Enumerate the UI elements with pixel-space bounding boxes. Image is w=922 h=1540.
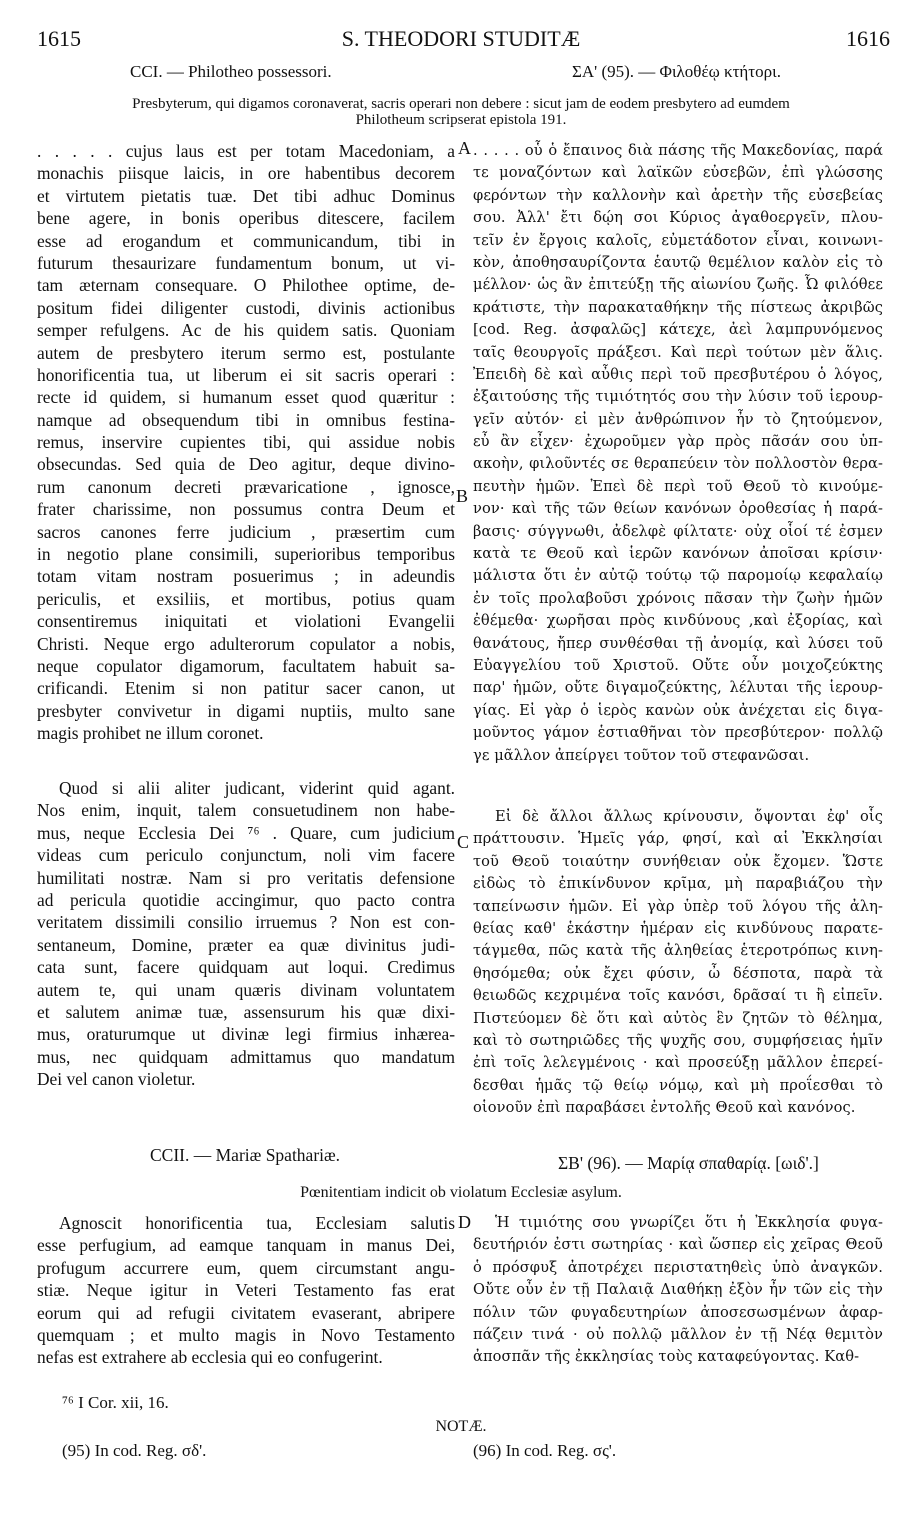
text-line: οἱονοῦν ἐπὶ παραβάσει ἐντολῆς Θεοῦ καὶ κανόνος. <box>473 1099 856 1117</box>
text-line: recte id quidem, si humanum esset quod quæritur : <box>37 387 455 408</box>
text-line: μέλλον· ὡς ἂν ἐπιτεύξῃ τῆς αἰωνίου ζωῆς. Ὦ φιλόθεε <box>473 276 883 294</box>
text-line: veritatem dissimili consilio irruemus ? Non est con- <box>37 912 455 933</box>
page-number-right: 1616 <box>846 26 890 51</box>
letter-201-greek-heading: ΣΑ' (95). — Φιλοθέῳ κτήτορι. <box>572 62 781 81</box>
notae-heading: NOTÆ. <box>435 1418 487 1435</box>
text-line: Agnoscit honorificentia tua, Ecclesiam salutis <box>59 1213 455 1233</box>
letter-201-greek-text <box>473 140 883 767</box>
text-line: ἐξαιτούσης τῆς τιμιότητός σου τὴν λύσιν τοῦ ἱερουρ- <box>473 388 883 406</box>
text-line: ὁ πρόσφυξ ἀποτρέχει περιστατηθεὶς ὑπὸ ἀναγκῶν. <box>473 1258 883 1276</box>
text-line: positum fidei diligenter custodi, divinis actionibus <box>37 297 455 318</box>
text-line: esse perfugium, ad eamque tanquam in manus Dei, <box>37 1235 455 1256</box>
text-line: Εὐαγγελίου τοῦ Χριστοῦ. Οὔτε οὖν μοιχοζεύκτης <box>473 656 883 674</box>
text-line: σου. Ἀλλ' ἔτι δῴη σοι Κύριος ἀγαθοεργεῖν, πλου- <box>473 209 883 227</box>
text-line: θησόμεθα; οὐκ ἔχει φύσιν, ὦ δέσποτα, παρὰ τὰ <box>473 964 883 982</box>
text-line: obsecundas. Sed quia de Deo agitur, deque divino- <box>37 454 455 475</box>
text-line: presbyter convivetur in digami nuptiis, multo sane <box>37 700 455 721</box>
text-line: videas cum periculo conjunctum, noli vim facere <box>37 845 455 866</box>
text-line: ακοὴν, φιλοῦντές σε θεραπεύειν τὸν πολλοστὸν θερα- <box>473 455 883 473</box>
text-line: crificandi. Etenim si non patitur sacer canon, ut <box>37 678 455 699</box>
text-line: periculis, et exsiliis, et mortibus, potius quam <box>37 588 455 609</box>
margin-marker-a: A <box>458 138 471 158</box>
text-line: Εἰ δὲ ἄλλοι ἄλλως κρίνουσιν, ὄψονται ἐφ' οἷς <box>495 808 883 825</box>
text-line: remus, inservire cupientes tibi, qui assidue nobis <box>37 432 455 453</box>
text-line: futurum thesaurizare fundamentum bonum, ut vi- <box>37 252 455 273</box>
text-line: profugum accurrere eum, quem circumstant angu- <box>37 1257 455 1278</box>
letter-202-latin-text <box>37 1212 455 1369</box>
text-line: βασις· σύγγνωθι, ἀδελφὲ φίλτατε· οὐχ οἷοί τέ ἐσμεν <box>473 522 883 540</box>
margin-marker-c: C <box>457 832 470 852</box>
text-line: ἐπὶ τοῖς λελεγμένοις · καὶ προσεύξῃ μᾶλλον ἐπερεί- <box>473 1054 883 1072</box>
text-line: totam vitam nostram posuerimus ; in adeundis <box>37 566 455 587</box>
text-line: Πιστεύομεν δὲ ὅτι καὶ αὐτὸς ἓν ζητῶν τὸ θέλημα, <box>473 1009 883 1027</box>
letter-202-greek-text <box>473 1212 883 1369</box>
text-line: ἀποσπᾶν τῆς ἐκκλησίας τοὺς καταφεύγοντας. Καθ- <box>473 1348 860 1366</box>
text-line: κράτιστε, τὴν παρακαταθήκην τῆς πίστεως ἀκριβῶς <box>473 298 883 316</box>
text-line: πάζειν τινά · οὐ πολλῷ μᾶλλον ἐν τῇ Νέᾳ θεμιτὸν <box>473 1325 883 1343</box>
letter-201-greek-text-2 <box>473 806 883 1119</box>
text-line: semper refulgens. Ac de his quidem satis. Quoniam <box>37 320 455 341</box>
text-line: in negotio plane consimili, superioribus temporibus <box>37 544 455 565</box>
text-line: κὸν, ἀποθησαυρίζοντα ἑαυτῷ θεμέλιον καλὸν εἰς τὸ <box>473 253 883 271</box>
text-line: ταῖς θεουργοῖς πράξεσι. Καὶ περὶ τούτων μὲν ἅλις. <box>473 343 883 361</box>
text-line: ad pericula quotidie accingimur, quo pacto contra <box>37 889 455 910</box>
text-line: εἰδὼς τὸ ἐπικίνδυνον κρῖμα, μὴ παραβιάζου τὴν <box>473 875 883 893</box>
text-line: πόλιν τῶν φυγαδευτηρίων ἀποσεσωσμένων ἀφαρ- <box>473 1303 883 1321</box>
text-line: Christi. Neque ergo adulterorum copulator a nobis, <box>37 633 455 654</box>
text-line: Quod si alii aliter judicant, viderint quid agant. <box>59 778 455 798</box>
text-line: frater charissime, non possumus contra Deum et <box>37 499 455 520</box>
text-line: παρ' ἡμῶν, οὔτε διγαμοζεύκτης, λέλυται τῆς ἱερουρ- <box>473 679 883 697</box>
text-line: nefas est extrahere ab ecclesia qui eo confugerint. <box>37 1347 383 1368</box>
summary-line: Philotheum scripserat epistola 191. <box>355 112 567 128</box>
text-line: monachis piisque laicis, in ore habentibus decorem <box>37 163 455 184</box>
text-line: autem de presbytero iterum sermo est, postulante <box>37 342 455 363</box>
letter-201-latin-text <box>37 140 455 745</box>
text-line: δεσθαι ἡμᾶς τῷ θείῳ νόμῳ, καὶ μὴ προΐεσθαι τὸ <box>473 1076 883 1094</box>
text-line: μοῦντος γάμον ἑστιαθῆναι τὸν πρεσβύτερον· πολλῷ <box>473 724 883 742</box>
text-line: γεῖν αὐτόν· εἰ μὲν ἀνθρώπινον ἦν τὸ ζητούμενον, <box>473 410 883 428</box>
text-line: κατὰ τε Θεοῦ καὶ ἱερῶν κανόνων ἀποῖσαι κρίσιν· <box>473 545 883 563</box>
letter-201-latin-heading: CCI. — Philotheo possessori. <box>130 62 332 81</box>
text-line: magis prohibet ne illum coronet. <box>37 723 264 744</box>
summary-line: Presbyterum, qui digamos coronaverat, sacris operari non debere : sicut jam de eodem presbytero ad eumdem <box>132 96 790 112</box>
text-line: cata sunt, facere quidquam aut loqui. Credimus <box>37 957 455 978</box>
text-line: θειωδῶς κεχριμένα τοῖς κανόσι, δρᾶσαί τι ἢ εἰπεῖν. <box>473 987 883 1005</box>
text-line: Οὔτε οὖν ἐν τῇ Παλαιᾷ Διαθήκῃ ἐξὸν ἦν τῶν εἰς τὴν <box>473 1281 883 1299</box>
text-line: et virtutem pietatis tuæ. Det tibi adhuc Dominus <box>37 185 455 206</box>
text-line: Nos enim, inquit, talem consuetudinem non habe- <box>37 800 455 821</box>
margin-marker-b: B <box>456 486 469 506</box>
text-line: θανάτους, ἤπερ συνθέσθαι τῇ ἀνομίᾳ, καὶ λύσει τοῦ <box>473 634 883 652</box>
text-line: . . . . . cujus laus est per totam Macedoniam, a <box>37 141 455 161</box>
text-line: ἐθέμεθα· χωρῆσαι πρὸς κινδύνους ,καὶ ἐξορίας, καὶ <box>473 612 883 630</box>
text-line: Ἡ τιμιότης σου γνωρίζει ὅτι ἡ Ἐκκλησία φυγα- <box>495 1214 883 1231</box>
text-line: δευτήριόν ἐστι σωτηρίας · καὶ ὥσπερ εἰς χεῖρας Θεοῦ <box>473 1236 883 1254</box>
text-line: tam æternam consequare. O Philothee optime, de- <box>37 275 455 296</box>
text-line: [cod. Reg. ἀσφαλῶς] κάτεχε, ἀεὶ λαμπρυνόμενος <box>473 321 883 339</box>
text-line: humilitati nostræ. Nam si pro veritatis defensione <box>37 867 455 888</box>
text-line: καὶ τὸ σωτηριῶδες τῆς ψυχῆς σου, συμφήσειας ἡμῖν <box>473 1031 883 1049</box>
text-line: namque ad obsequendum tibi in omnibus festina- <box>37 409 455 430</box>
letter-201-latin-text-2 <box>37 777 455 1090</box>
letter-202-greek-heading: ΣΒ' (96). — Μαρίᾳ σπαθαρίᾳ. [ωιδ'.] <box>558 1153 819 1173</box>
text-line: mus, neque Ecclesia Dei ⁷⁶ . Quare, cum judicium <box>37 822 455 843</box>
text-line: autem te, qui unam quæris divinam voluntatem <box>37 979 455 1000</box>
footnote: ⁷⁶ I Cor. xii, 16. <box>62 1393 169 1412</box>
text-line: ἐν τοῖς προλαβοῦσι χρόνοις πᾶσαν τὴν ζωὴν ἡμῶν <box>473 589 883 607</box>
text-line: bene agere, in bonis operibus ditescere, facilem <box>37 208 455 229</box>
text-line: τάγμεθα, πῶς κατὰ τῆς ἀληθείας ἑτεροτρόπως κινη- <box>473 942 883 960</box>
text-line: τεῖν ἐν ἔργοις καλοῖς, εὐμετάδοτον εἶναι, κοινωνι- <box>473 231 883 249</box>
text-line: πευτὴν ἡμῶν. Ἐπεὶ δὲ περὶ τοῦ Θεοῦ τὸ κινούμε- <box>473 477 883 495</box>
text-line: φερόντων τὴν καλλονὴν καὶ ἀρετὴν τῆς εὐσεβείας <box>473 186 883 204</box>
text-line: sacros canones ferre judicium , præsertim cum <box>37 521 455 542</box>
text-line: sentaneum, Domine, præter ea quæ divinitus judi- <box>37 934 455 955</box>
text-line: consentiremus iniquitati et violationi Evangelii <box>37 611 455 632</box>
text-line: Dei vel canon violetur. <box>37 1069 196 1090</box>
page-number-left: 1615 <box>37 26 81 51</box>
text-line: θείας καθ' ἑκάστην ἡμέραν εἰς κινδύνους παρατε- <box>473 919 883 937</box>
text-line: εὖ ἂν εἶχεν· ἐχωροῦμεν γὰρ πρὸς πᾶσάν σου ὑπ- <box>473 433 883 451</box>
text-line: μάλιστα ὅτι ἐν αὐτῷ τούτῳ τῷ παρομοίῳ κεφαλαίῳ <box>473 567 883 585</box>
letter-202-summary: Pœnitentiam indicit ob violatum Ecclesiæ asylum. <box>300 1184 622 1201</box>
text-line: quemquam ; et multo magis in Novo Testamento <box>37 1324 455 1345</box>
text-line: stiæ. Neque igitur in Veteri Testamento fas erat <box>37 1280 455 1301</box>
note-96: (96) In cod. Reg. σς'. <box>473 1441 617 1460</box>
text-line: . . . . . οὗ ὁ ἔπαινος διὰ πάσης τῆς Μακεδονίας, παρά <box>473 142 883 159</box>
note-95: (95) In cod. Reg. σδ'. <box>62 1441 207 1460</box>
text-line: τε μοναζόντων καὶ λαϊκῶν εὐσεβῶν, ἐπὶ γλώσσης <box>473 164 883 182</box>
text-line: γίας. Εἰ γὰρ ὁ ἱερὸς κανὼν οὐκ ἀνέχεται εἰς διγα- <box>473 701 883 719</box>
text-line: ταπείνωσιν ἡμῶν. Εἰ γὰρ ὑπὲρ τοῦ λόγου τῆς ἀλη- <box>473 897 883 915</box>
text-line: eorum qui ad refugii civitatem evaserant, abripere <box>37 1302 455 1323</box>
text-line: et salutem animæ tuæ, assensurum his quæ dixi- <box>37 1001 455 1022</box>
text-line: νον· καὶ τῆς τῶν θείων κανόνων ὀροθεσίας ἡ παρά- <box>473 500 883 518</box>
text-line: honorificentia tua, ut liberum ei sit sacris operari : <box>37 364 455 385</box>
text-line: esse ad erogandum et communicandum, tibi in <box>37 230 455 251</box>
text-line: γε μᾶλλον ἀπείργει τοῦτον τοῦ στεφανῶσαι. <box>473 746 810 764</box>
text-line: τοῦ Θεοῦ τοιαύτην συνήθειαν οὐκ ἔχομεν. Ὥστε <box>473 852 883 870</box>
margin-marker-d: D <box>458 1212 471 1232</box>
text-line: mus, oraturumque ut divinæ legi firmius inhærea- <box>37 1024 455 1045</box>
text-line: neque copulator digamorum, facultatem habuit sa- <box>37 655 455 676</box>
text-line: mus, nec quidquam admittamus quo mandatum <box>37 1046 455 1067</box>
text-line: Ἐπειδὴ δὲ καὶ αὖθις περὶ τοῦ πρεσβυτέρου ὁ λόγος, <box>473 365 883 383</box>
letter-201-summary <box>36 96 886 128</box>
running-head-title: S. THEODORI STUDITÆ <box>341 26 581 51</box>
text-line: rum canonum decreti prævaricatione , ignosce, <box>37 476 455 497</box>
text-line: πράττουσιν. Ἡμεῖς γάρ, φησί, καὶ αἱ Ἐκκλησίαι <box>473 830 883 848</box>
letter-202-latin-heading: CCII. — Mariæ Spathariæ. <box>150 1145 341 1165</box>
